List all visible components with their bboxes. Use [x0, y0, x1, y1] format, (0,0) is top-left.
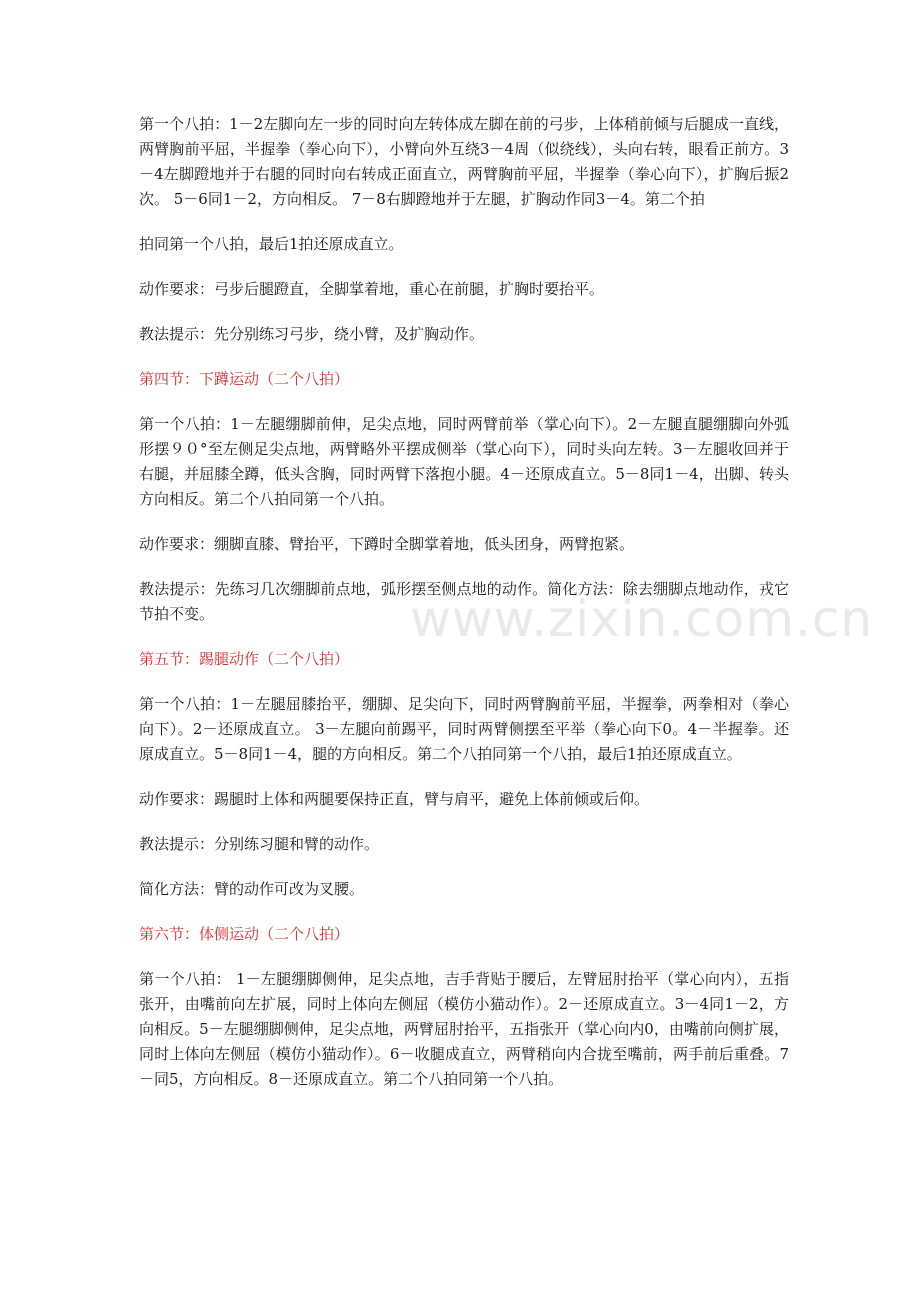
paragraph-1: 第一个八拍：1－2左脚向左一步的同时向左转体成左脚在前的弓步，上体稍前倾与后腿成一直线，两臂胸前平屈，半握拳（拳心向下），小臂向外互绕3－4周（似绕线），头向右转，眼看正前方。3－4左脚蹬地并于右腿的同时向右转成正面直立，两臂胸前平屈，半握拳（拳心向下），扩胸后振2次。 5－6同1－2，方向相反。 7－8右脚蹬地并于左腿，扩胸动作同3－4。第二个拍 [139, 115, 789, 208]
paragraph-12: 教法提示：分别练习腿和臂的动作。 [139, 835, 380, 853]
paragraph-7: 动作要求：绷脚直膝、臂抬平，下蹲时全脚掌着地，低头团身，两臂抱紧。 [139, 535, 635, 553]
section-heading-4: 第四节：下蹲运动（二个八拍） [139, 370, 350, 388]
paragraph-8: 教法提示：先练习几次绷脚前点地，弧形摆至侧点地的动作。简化方法：除去绷脚点地动作，戎它节拍不变。 [139, 580, 789, 623]
section-heading-6: 第六节：体侧运动（二个八拍） [139, 925, 350, 943]
paragraph-2: 拍同第一个八拍，最后1拍还原成直立。 [139, 235, 404, 253]
watermark: www.zixin.com.cn [410, 590, 874, 648]
paragraph-13: 简化方法：臂的动作可改为叉腰。 [139, 880, 365, 898]
section-heading-5: 第五节：踢腿动作（二个八拍） [139, 650, 350, 668]
paragraph-15: 第一个八拍： 1－左腿绷脚侧伸，足尖点地，吉手背贴于腰后，左臂屈肘抬平（掌心向内），五指张开，由嘴前向左扩展，同时上体向左侧屈（模仿小猫动作）。2－还原成直立。3－4同1－2，方向相反。5－左腿绷脚侧伸，足尖点地，两臂屈肘抬平，五指张开（掌心向内0，由嘴前向侧扩展，同时上体向左侧屈（模仿小猫动作）。6－收腿成直立，两臂稍向内合拢至嘴前，两手前后重叠。7－同5，方向相反。8－还原成直立。第二个八拍同第一个八拍。 [139, 970, 789, 1088]
paragraph-6: 第一个八拍：1－左腿绷脚前伸，足尖点地，同时两臂前举（掌心向下）。2－左腿直腿绷脚向外弧形摆９０°至左侧足尖点地，两臂略外平摆成侧举（掌心向下），同时头向左转。3－左腿收回并于右腿，并屈膝全蹲，低头含胸，同时两臂下落抱小腿。4－还原成直立。5－8同1－4，出脚、转头方向相反。第二个八拍同第一个八拍。 [139, 415, 789, 508]
paragraph-10: 第一个八拍：1－左腿屈膝抬平，绷脚、足尖向下，同时两臂胸前平屈，半握拳，两拳相对（拳心向下）。2－还原成直立。 3－左腿向前踢平，同时两臂侧摆至平举（拳心向下0。4－半握拳。还原成直立。5－8同1－4，腿的方向相反。第二个八拍同第一个八拍，最后1拍还原成直立。 [139, 695, 789, 763]
document-body [139, 112, 789, 1112]
paragraph-3: 动作要求：弓步后腿蹬直，全脚掌着地，重心在前腿，扩胸时要抬平。 [139, 280, 605, 298]
paragraph-4: 教法提示：先分别练习弓步，绕小臂，及扩胸动作。 [139, 325, 485, 343]
paragraph-11: 动作要求：踢腿时上体和两腿要保持正直，臂与肩平，避免上体前倾或后仰。 [139, 790, 650, 808]
